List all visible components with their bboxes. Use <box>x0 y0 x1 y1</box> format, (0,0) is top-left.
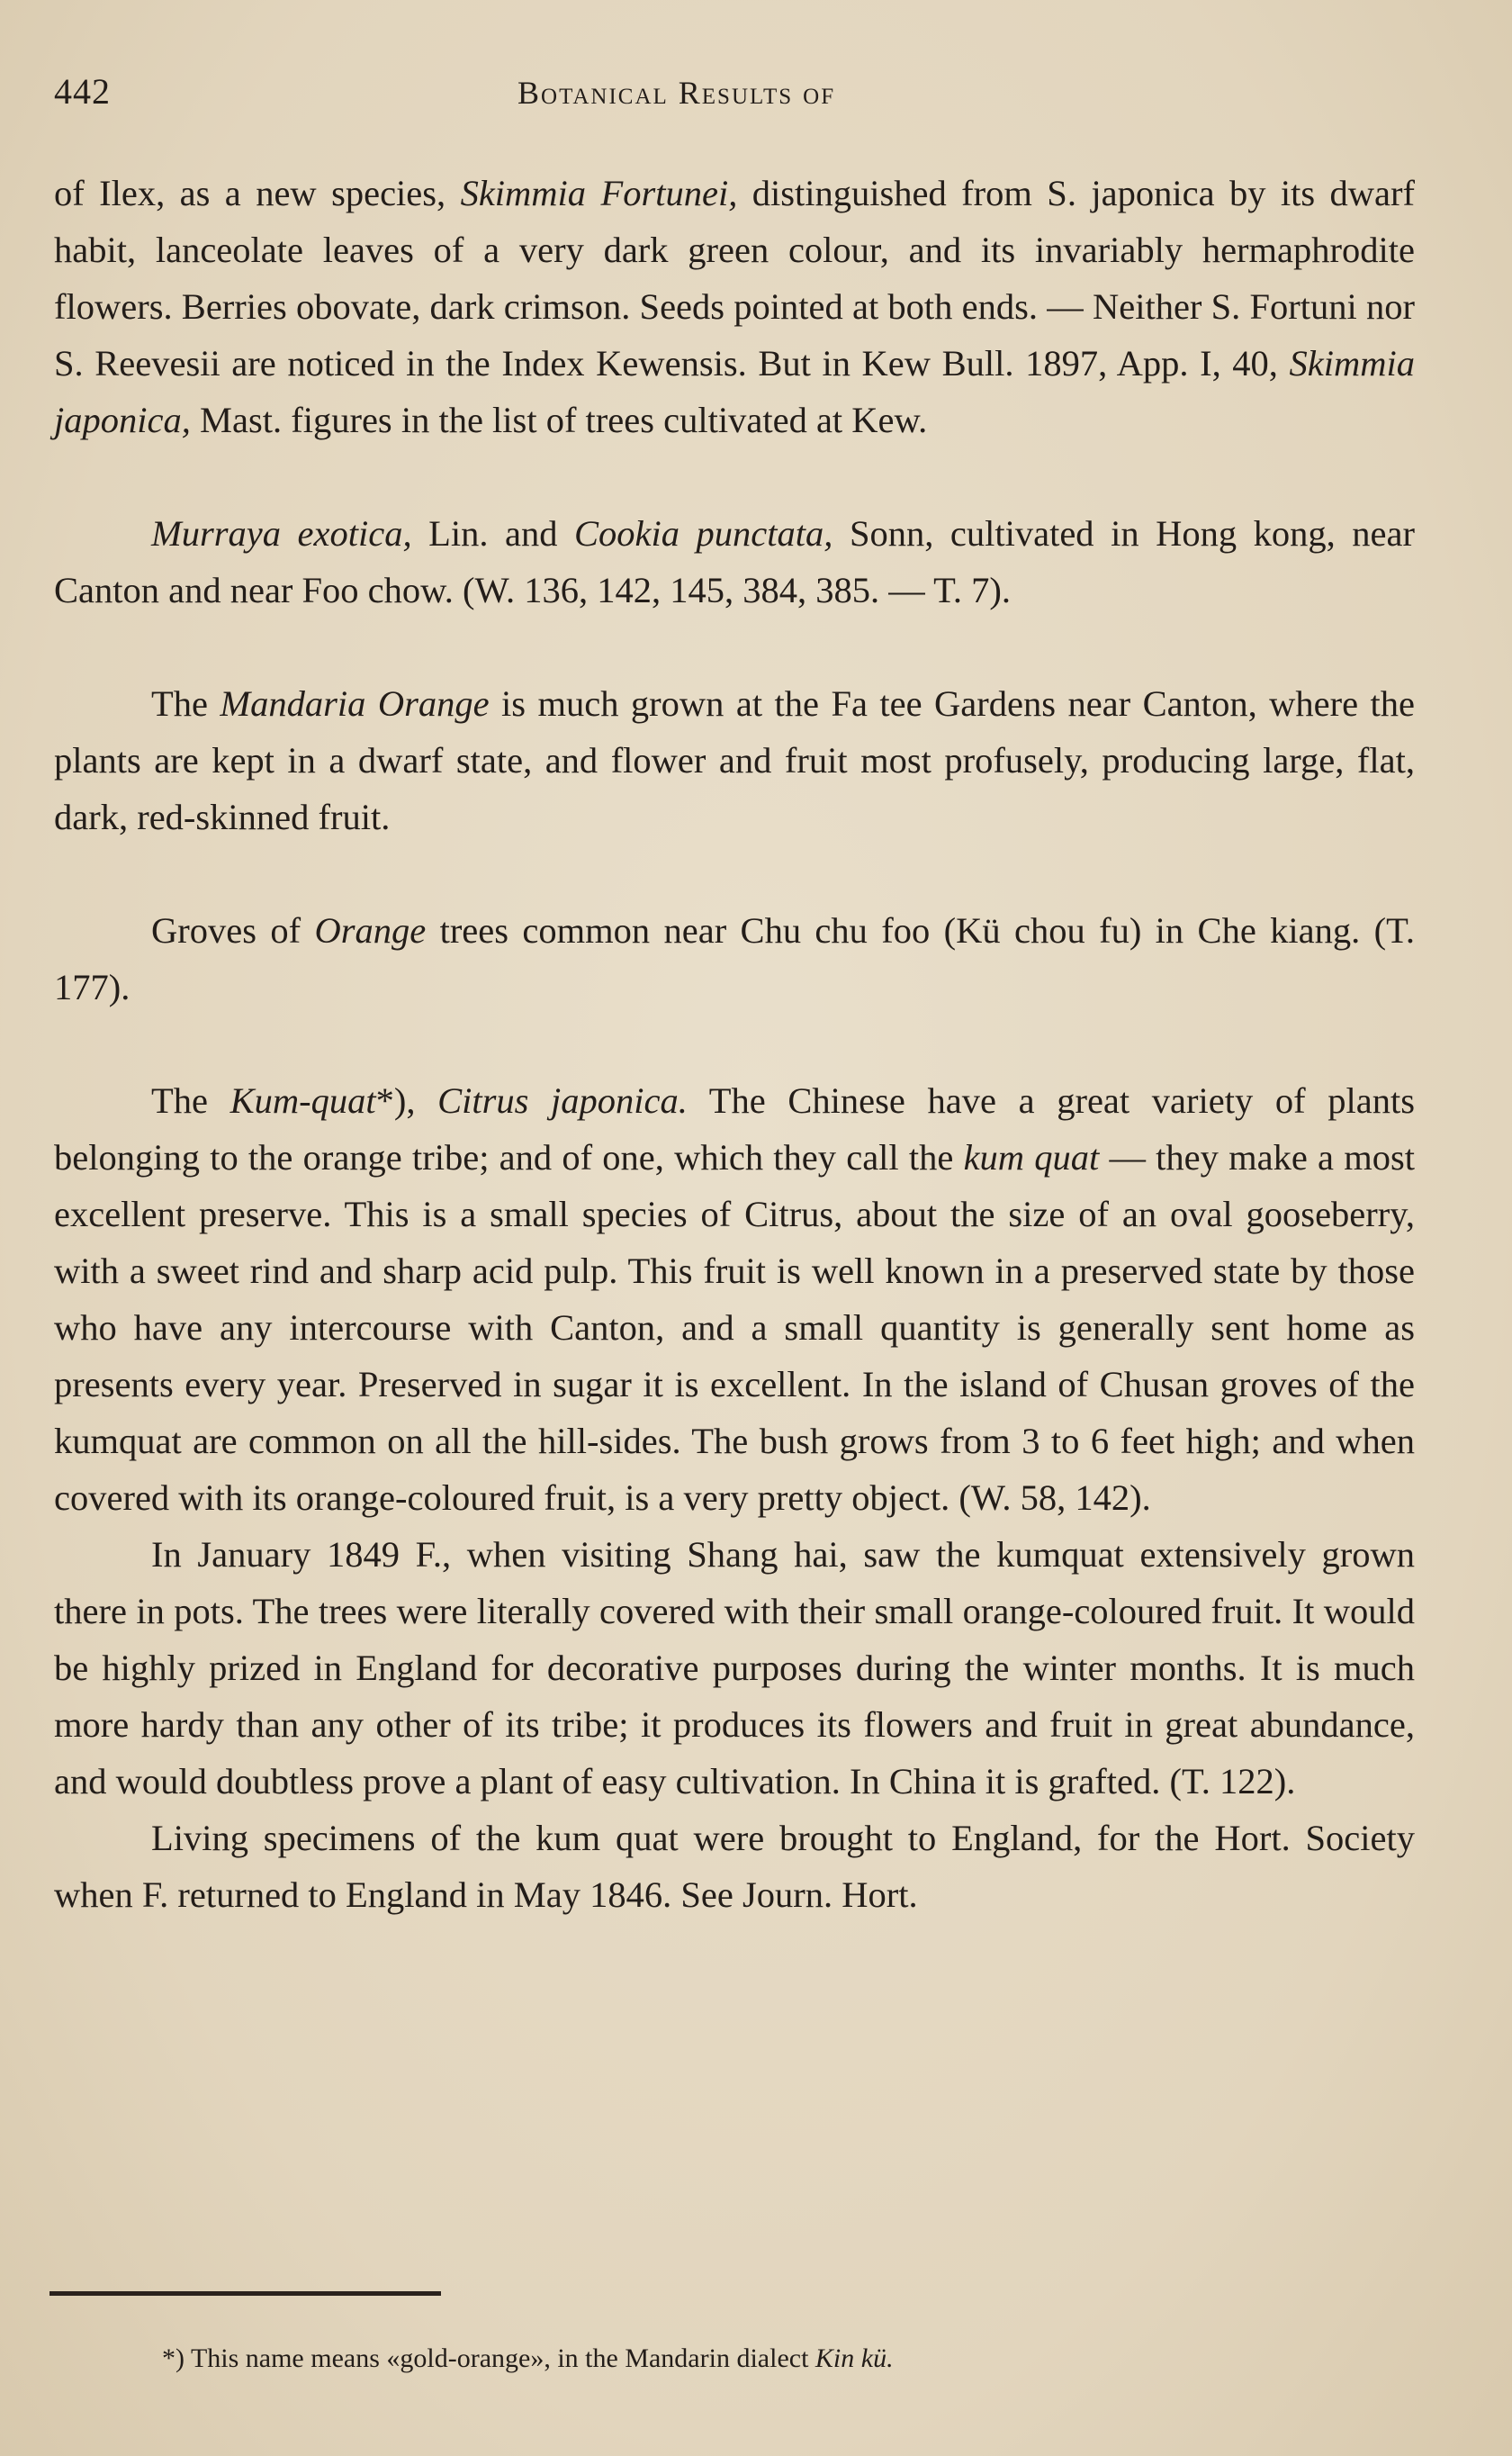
species-name: Murraya exotica, <box>151 513 412 554</box>
page-number: 442 <box>54 71 111 112</box>
paragraph-orange-groves <box>54 902 1415 1016</box>
footnote-text: *) This name means «gold-orange», in the Mandarin dialect <box>162 2343 815 2373</box>
species-name: Skimmia Fortunei, <box>460 173 738 213</box>
text-span: is much grown at the Fa tee Gardens near Canton, where the plants are kept in a dwarf state, and flower and fruit most profusely, producing large, flat, dark, red-skinned fruit. <box>54 683 1415 837</box>
paragraph-kumquat-shanghai: In January 1849 F., when visiting Shang hai, saw the kumquat extensively grown there in pots. The trees were literally covered with their small orange-coloured fruit. It would be highly prized in England for decorative purposes during the winter months. It is much more hardy than any other of its tribe; it produces its flowers and fruit in great abundance, and would doubtless prove a plant of easy cultivation. In China it is grafted. (T. 122). <box>54 1534 1415 1801</box>
text-span: The <box>151 683 220 724</box>
footnote <box>162 2341 894 2377</box>
text-span: of Ilex, as a new species, <box>54 173 461 213</box>
text-span: *), <box>375 1080 438 1121</box>
body-text <box>54 165 1415 1923</box>
species-name: Kum-quat <box>230 1080 376 1121</box>
species-name: kum quat <box>963 1137 1100 1178</box>
text-span: distinguished from S. japonica by its dwarf habit, lanceolate leaves of a very dark green colour, and its invariably hermaphrodite flowers. Berries obovate, dark crimson. Seeds pointed at both ends. — Neither S. Fortuni nor S. Reevesii are noticed in the Index Kewensis. But in Kew Bull. 1897, App. I, 40, <box>54 173 1415 384</box>
text-span: Sonn, cultivated in Hong kong, near Canton and near Foo chow. (W. 136, 142, 145, 384, 385. — T. 7). <box>54 513 1415 610</box>
text-span: — they make a most excellent preserve. This is a small species of Citrus, about the size of an oval gooseberry, with a sweet rind and sharp acid pulp. This fruit is well known in a preserved state by those who have any intercourse with Canton, and a small quantity is generally sent home as presents every year. Preserved in sugar it is excellent. In the island of Chusan groves of the kumquat are common on all the hill-sides. The bush grows from 3 to 6 feet high; and when covered with its orange-coloured fruit, is a very pretty object. (W. 58, 142). <box>54 1137 1415 1518</box>
paragraph-kumquat <box>54 1072 1415 1526</box>
paragraph-mandaria-orange <box>54 675 1415 845</box>
text-span: The <box>151 1080 230 1121</box>
footnote-italic: Kin kü. <box>814 2343 894 2373</box>
species-name: Mandaria Orange <box>220 683 490 724</box>
running-head: Botanical Results of <box>518 75 836 111</box>
text-span: Groves of <box>151 910 315 951</box>
text-span: Lin. and <box>411 513 575 554</box>
paragraph-skimmia <box>54 165 1415 448</box>
species-name: Cookia punctata, <box>574 513 833 554</box>
paragraph-kumquat-england: Living specimens of the kum quat were brought to England, for the Hort. Society when F. returned to England in May 1846. See Journ. Hort. <box>54 1818 1415 1915</box>
species-name: Orange <box>314 910 427 951</box>
text-span: The Chinese have a great variety of plants belonging to the orange tribe; and of one, which they call the <box>54 1080 1415 1178</box>
paragraph-murraya <box>54 505 1415 619</box>
page-header <box>54 70 1422 124</box>
footnote-rule <box>50 2291 441 2296</box>
text-span: trees common near Chu chu foo (Kü chou fu) in Che kiang. (T. 177). <box>54 910 1415 1007</box>
species-name: Citrus japonica. <box>437 1080 688 1121</box>
species-name: Skimmia japonica, <box>54 343 1415 440</box>
text-span: Mast. figures in the list of trees cultivated at Kew. <box>190 400 928 440</box>
